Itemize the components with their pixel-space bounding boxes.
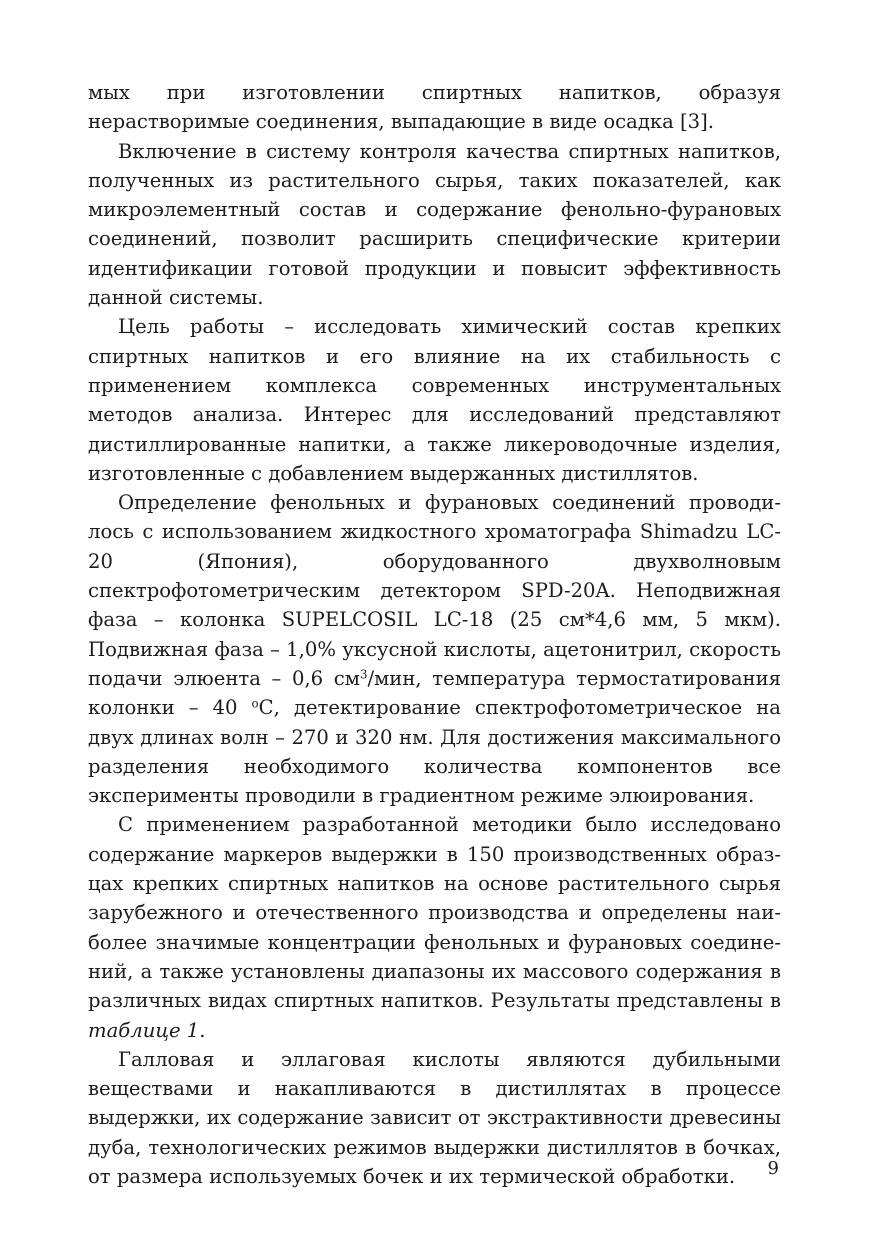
paragraph-method	[88, 488, 781, 810]
paragraph-goal: Цель работы – исследовать химический состав крепких спиртных напитков и его влияние на их стабильность с применением комплекса современных инструментальных методов анализа. Интерес для исследований представляют дистиллированные напитки, а также ликероводочные изделия, изготовленные с добавлением выдержанных дистиллятов.	[88, 315, 781, 485]
paragraph-acids: Галловая и эллаговая кислоты являются дубильными веществами и накапливаются в дистиллятах в процессе выдержки, их содержание зависит от экстрактивности древесины дуба, технологических режимов выдержки дистиллятов в бочках, от размера используемых бочек и их термической обработки.	[88, 1047, 781, 1188]
paragraph-results	[88, 810, 781, 1044]
superscript-cubic: 3	[359, 667, 368, 682]
results-text: С применением разработанной методики было исследовано содержание маркеров выдержки в 150 производственных образцах крепких спиртных напитков на основе растительного сырья зарубежного и отечественного производства и определены наиболее значимые концентрации фенольных и фурановых соединений, а также установлены диапазоны их массового содержания в различных видах спиртных напитков. Результаты представлены в	[88, 813, 781, 1013]
table-reference: таблице 1.	[88, 1018, 206, 1042]
page-number: 9	[767, 1158, 779, 1179]
paragraph-continued: мых при изготовлении спиртных напитков, образуя нерастворимые соединения, выпадающие в виде осадка [3].	[88, 81, 781, 134]
method-text-1: Определение фенольных и фурановых соединений проводилось с использованием жидкостного хроматографа Shimadzu LC-20 (Япония), оборудованного двухволновым спектрофотометрическим детектором SPD-20A. Неподвижная фаза – колонка SUPELCOSIL LC-18 (25 см*4,6 мм, 5 мкм). Подвижная фаза – 1,0% уксусной кислоты, ацетонитрил, скорость подачи элюента – 0,6 см	[88, 491, 781, 690]
page-body	[88, 78, 781, 1191]
paragraph-quality-control: Включение в систему контроля качества спиртных напитков, полученных из растительного сырья, таких показателей, как микроэлементный состав и содержание фенольно-фурановых соединений, позволит расширить специфические критерии идентификации готовой продукции и повысит эффективность данной системы.	[88, 139, 781, 310]
superscript-degree: о	[251, 696, 259, 711]
method-text-2: /мин, температура термостатирования колонки – 40	[88, 666, 782, 720]
method-text-3: С, детектирование спектрофотометрическое на двух длинах волн – 270 и 320 нм. Для достижения максимального разделения необходимого количества компонентов все эксперименты проводили в градиентном режиме элюирования.	[88, 696, 781, 808]
